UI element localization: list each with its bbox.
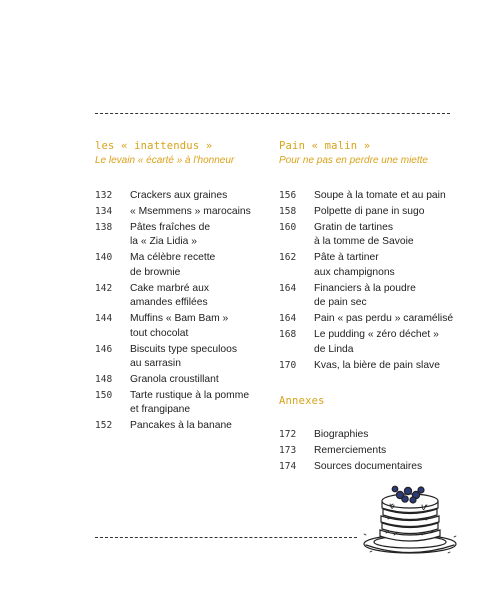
bottom-dashed-divider (95, 537, 357, 538)
toc-entry (279, 328, 464, 357)
toc-entry (279, 189, 464, 203)
toc-entry-title-line: Ma célèbre recette (130, 252, 216, 264)
toc-page-number: 160 (279, 222, 297, 233)
right-column (279, 140, 464, 476)
toc-entry-title (130, 251, 270, 280)
toc-page-number: 156 (279, 190, 297, 201)
toc-entry-title-line: Cake marbré aux (130, 282, 209, 294)
toc-entry-title-line: de Linda (314, 343, 354, 355)
toc-entry-title-line: tout chocolat (130, 327, 189, 339)
toc-entry-title (314, 428, 464, 442)
toc-entry (95, 389, 270, 418)
section-title-inattendus: les « inattendus » (95, 140, 213, 152)
top-dashed-divider (95, 113, 450, 114)
toc-entry-title-line: Kvas, la bière de pain slave (314, 359, 440, 371)
toc-entry (95, 221, 270, 250)
toc-entry-title (314, 312, 464, 326)
toc-entry-title-line: Remerciements (314, 445, 387, 457)
toc-page-number: 148 (95, 374, 113, 386)
toc-page-number: 140 (95, 252, 113, 264)
pancake-stack-icon (360, 474, 460, 556)
toc-entry-title-line: Soupe à la tomate et au pain (314, 190, 446, 201)
toc-entry-title-line: de pain sec (314, 297, 367, 309)
toc-entry-title-line: Pain « pas perdu » caramélisé (314, 313, 454, 325)
toc-entry (95, 251, 270, 280)
toc-entry-title-line: de brownie (130, 266, 181, 278)
toc-entry-title-line: Gratin de tartines (314, 222, 393, 233)
toc-entry-title (314, 444, 464, 458)
toc-entry-title (314, 205, 464, 219)
toc-entry-title-line: Financiers à la poudre (314, 282, 416, 294)
toc-page-number: 158 (279, 206, 297, 217)
toc-entry-title (314, 328, 464, 357)
toc-entry (279, 205, 464, 219)
toc-entry (279, 251, 464, 280)
toc-entry (279, 428, 464, 442)
toc-entry-title (130, 389, 270, 418)
section-title-annexes: Annexes (279, 395, 325, 408)
toc-entry-title (314, 251, 464, 280)
toc-entry (95, 312, 270, 341)
toc-page-number: 134 (95, 206, 113, 217)
toc-entry-title-line: à la tomme de Savoie (314, 236, 414, 248)
toc-entry (95, 189, 270, 203)
toc-entry-title-line: Biscuits type speculoos (130, 343, 238, 355)
toc-entry (95, 343, 270, 372)
toc-entry-title (130, 282, 270, 311)
toc-entry (279, 221, 464, 250)
toc-entry-title (314, 189, 464, 203)
toc-entry (279, 460, 464, 474)
toc-entry (279, 282, 464, 311)
toc-page-number: 164 (279, 313, 297, 325)
toc-entry-title-line: la « Zia Lidia » (130, 236, 197, 248)
toc-entry-title (130, 419, 270, 433)
toc-entry (95, 373, 270, 387)
toc-entry-title-line: Le pudding « zéro déchet » (314, 329, 439, 341)
toc-entry (279, 359, 464, 373)
toc-entry-title-line: Granola croustillant (130, 374, 219, 386)
toc-page-number: 146 (95, 343, 113, 355)
section-title-pain-malin: Pain « malin » (279, 140, 371, 152)
toc-page-number: 174 (279, 461, 297, 473)
toc-entry (95, 419, 270, 433)
toc-page-number: 170 (279, 359, 297, 371)
toc-entry-title-line: Pâte à tartiner (314, 252, 379, 264)
toc-page-number: 162 (279, 252, 297, 264)
toc-entry-title-line: et frangipane (130, 404, 191, 416)
toc-entry-title (314, 221, 464, 250)
toc-entry-title-line: au sarrasin (130, 358, 181, 370)
toc-entry-title-line: Biographies (314, 429, 369, 441)
toc-entry-title (314, 359, 464, 373)
toc-entry (95, 282, 270, 311)
toc-page-number: 132 (95, 190, 113, 201)
section-subtitle-inattendus: Le levain « écarté » à l'honneur (95, 155, 235, 166)
toc-entry-title-line: Polpette di pane in sugo (314, 206, 425, 217)
toc-entry-title-line: Muffins « Bam Bam » (130, 313, 229, 325)
toc-entry-title-line: « Msemmens » marocains (130, 206, 251, 217)
toc-entry-title-line: amandes effilées (130, 297, 208, 309)
toc-entry-title-line: Pancakes à la banane (130, 420, 232, 432)
toc-entry (95, 205, 270, 219)
toc-entry-title-line: Pâtes fraîches de (130, 222, 211, 233)
toc-entry-title-line: Sources documentaires (314, 461, 423, 473)
toc-entry-title-line: Crackers aux graines (130, 190, 228, 201)
toc-page-number: 164 (279, 282, 297, 294)
toc-page-number: 152 (95, 420, 113, 432)
toc-entry (279, 312, 464, 326)
toc-page-number: 138 (95, 222, 113, 233)
left-column (95, 140, 270, 435)
toc-page-number: 150 (95, 390, 113, 402)
toc-entry-title (130, 343, 270, 372)
toc-page-number: 172 (279, 429, 297, 441)
toc-entry-title (314, 460, 464, 474)
toc-entry-title (130, 373, 270, 387)
toc-page-number: 142 (95, 282, 113, 294)
toc-entry-title-line: Tarte rustique à la pomme (130, 390, 250, 402)
toc-entry-title (130, 205, 270, 219)
toc-entry-title (130, 312, 270, 341)
toc-page-number: 173 (279, 445, 297, 457)
toc-list-inattendus (95, 189, 270, 434)
toc-entry-title (130, 221, 270, 250)
section-subtitle-pain-malin: Pour ne pas en perdre une miette (279, 155, 428, 166)
toc-entry-title (314, 282, 464, 311)
toc-entry-title (130, 189, 270, 203)
toc-page-number: 168 (279, 329, 297, 341)
toc-list-annexes (279, 428, 464, 474)
toc-list-pain-malin (279, 189, 464, 373)
toc-entry (279, 444, 464, 458)
toc-page-number: 144 (95, 313, 113, 325)
toc-entry-title-line: aux champignons (314, 266, 395, 278)
